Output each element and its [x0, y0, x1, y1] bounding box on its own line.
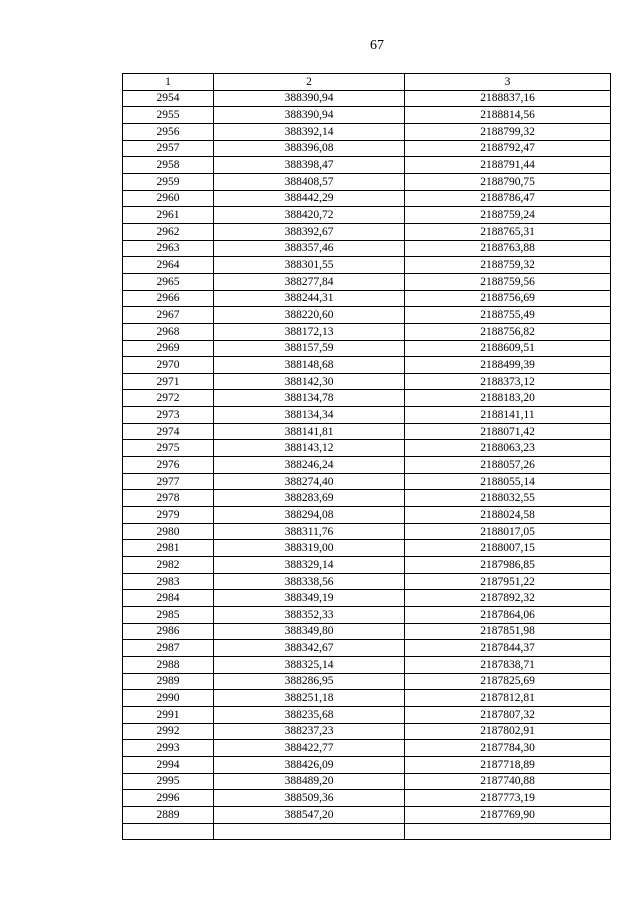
x-coordinate-cell: 388408,57: [214, 173, 405, 190]
table-row: [123, 240, 611, 257]
x-coordinate-cell: 388396,08: [214, 140, 405, 157]
table-row: [123, 357, 611, 374]
x-coordinate-cell: 388357,46: [214, 240, 405, 257]
y-coordinate-cell: 2187812,81: [405, 690, 611, 707]
y-coordinate-cell: 2188373,12: [405, 373, 611, 390]
y-coordinate-cell: 2188057,26: [405, 457, 611, 474]
x-coordinate-cell: 388134,78: [214, 390, 405, 407]
point-number-cell: 2968: [123, 323, 214, 340]
table-row: [123, 673, 611, 690]
y-coordinate-cell: 2187864,06: [405, 607, 611, 624]
point-number-cell: 2966: [123, 290, 214, 307]
point-number-cell: 2963: [123, 240, 214, 257]
point-number-cell: 2979: [123, 507, 214, 524]
table-row: [123, 290, 611, 307]
point-number-cell: 2960: [123, 190, 214, 207]
table-row: [123, 323, 611, 340]
table-row: [123, 623, 611, 640]
point-number-cell: 2984: [123, 590, 214, 607]
table-row: [123, 823, 611, 840]
x-coordinate-cell: 388311,76: [214, 523, 405, 540]
x-coordinate-cell: 388246,24: [214, 457, 405, 474]
table-row: [123, 790, 611, 807]
y-coordinate-cell: 2188007,15: [405, 540, 611, 557]
point-number-cell: 2995: [123, 773, 214, 790]
x-coordinate-cell: 388143,12: [214, 440, 405, 457]
y-coordinate-cell: 2188756,82: [405, 323, 611, 340]
x-coordinate-cell: 388352,33: [214, 607, 405, 624]
y-coordinate-cell: 2188786,47: [405, 190, 611, 207]
table-row: [123, 540, 611, 557]
point-number-cell: 2889: [123, 806, 214, 823]
table-row: [123, 590, 611, 607]
point-number-cell: 2980: [123, 523, 214, 540]
x-coordinate-cell: 388141,81: [214, 423, 405, 440]
y-coordinate-cell: 2188790,75: [405, 173, 611, 190]
y-coordinate-cell: 2188791,44: [405, 157, 611, 174]
x-coordinate-cell: 388244,31: [214, 290, 405, 307]
y-coordinate-cell: 2188024,58: [405, 507, 611, 524]
column-header-1: 1: [123, 74, 214, 91]
point-number-cell: 2958: [123, 157, 214, 174]
y-coordinate-cell: 2187851,98: [405, 623, 611, 640]
y-coordinate-cell: 2188799,32: [405, 123, 611, 140]
point-number-cell: 2956: [123, 123, 214, 140]
x-coordinate-cell: 388392,67: [214, 223, 405, 240]
table-row: [123, 223, 611, 240]
x-coordinate-cell: 388235,68: [214, 706, 405, 723]
y-coordinate-cell: 2187769,90: [405, 806, 611, 823]
point-number-cell: 2974: [123, 423, 214, 440]
y-coordinate-cell: 2187986,85: [405, 557, 611, 574]
x-coordinate-cell: 388319,00: [214, 540, 405, 557]
y-coordinate-cell: 2187784,30: [405, 740, 611, 757]
column-header-2: 2: [214, 74, 405, 91]
table-row: [123, 440, 611, 457]
x-coordinate-cell: 388277,84: [214, 273, 405, 290]
point-number-cell: 2975: [123, 440, 214, 457]
table-row: [123, 690, 611, 707]
x-coordinate-cell: 388422,77: [214, 740, 405, 757]
point-number-cell: 2971: [123, 373, 214, 390]
y-coordinate-cell: 2188183,20: [405, 390, 611, 407]
y-coordinate-cell: 2187802,91: [405, 723, 611, 740]
table-row: [123, 723, 611, 740]
table-row: [123, 640, 611, 657]
point-number-cell: 2959: [123, 173, 214, 190]
point-number-cell: 2972: [123, 390, 214, 407]
x-coordinate-cell: 388329,14: [214, 557, 405, 574]
x-coordinate-cell: 388390,94: [214, 90, 405, 107]
table-row: [123, 140, 611, 157]
y-coordinate-cell: 2187807,32: [405, 706, 611, 723]
table-row: [123, 773, 611, 790]
x-coordinate-cell: 388420,72: [214, 207, 405, 224]
y-coordinate-cell: 2187844,37: [405, 640, 611, 657]
table-row: [123, 740, 611, 757]
table-row: [123, 207, 611, 224]
x-coordinate-cell: 388547,20: [214, 806, 405, 823]
y-coordinate-cell: 2188765,31: [405, 223, 611, 240]
x-coordinate-cell: 388294,08: [214, 507, 405, 524]
table-row: [123, 457, 611, 474]
table-row: [123, 706, 611, 723]
y-coordinate-cell: 2187892,32: [405, 590, 611, 607]
table-row: [123, 257, 611, 274]
table-row: [123, 656, 611, 673]
table-row: [123, 756, 611, 773]
y-coordinate-cell: 2188759,56: [405, 273, 611, 290]
table-row: [123, 273, 611, 290]
table-row: [123, 490, 611, 507]
table-row: [123, 390, 611, 407]
table-row: [123, 806, 611, 823]
point-number-cell: 2967: [123, 307, 214, 324]
x-coordinate-cell: 388237,23: [214, 723, 405, 740]
y-coordinate-cell: 2188609,51: [405, 340, 611, 357]
x-coordinate-cell: 388157,59: [214, 340, 405, 357]
x-coordinate-cell: 388251,18: [214, 690, 405, 707]
x-coordinate-cell: 388283,69: [214, 490, 405, 507]
y-coordinate-cell: 2188055,14: [405, 473, 611, 490]
point-number-cell: 2965: [123, 273, 214, 290]
table-row: [123, 123, 611, 140]
y-coordinate-cell: 2187740,88: [405, 773, 611, 790]
table-row: [123, 507, 611, 524]
y-coordinate-cell: 2187773,19: [405, 790, 611, 807]
table-row: [123, 373, 611, 390]
x-coordinate-cell: 388172,13: [214, 323, 405, 340]
point-number-cell: 2996: [123, 790, 214, 807]
y-coordinate-cell: 2188792,47: [405, 140, 611, 157]
x-coordinate-cell: 388342,67: [214, 640, 405, 657]
y-coordinate-cell: 2188063,23: [405, 440, 611, 457]
point-number-cell: [123, 823, 214, 840]
y-coordinate-cell: 2188017,05: [405, 523, 611, 540]
table-row: [123, 107, 611, 124]
table-body: [123, 90, 611, 840]
point-number-cell: 2992: [123, 723, 214, 740]
x-coordinate-cell: 388349,80: [214, 623, 405, 640]
point-number-cell: 2991: [123, 706, 214, 723]
x-coordinate-cell: 388489,20: [214, 773, 405, 790]
x-coordinate-cell: 388286,95: [214, 673, 405, 690]
point-number-cell: 2989: [123, 673, 214, 690]
x-coordinate-cell: [214, 823, 405, 840]
y-coordinate-cell: 2188756,69: [405, 290, 611, 307]
y-coordinate-cell: 2188837,16: [405, 90, 611, 107]
table-row: [123, 523, 611, 540]
point-number-cell: 2986: [123, 623, 214, 640]
y-coordinate-cell: 2187951,22: [405, 573, 611, 590]
point-number-cell: 2990: [123, 690, 214, 707]
point-number-cell: 2964: [123, 257, 214, 274]
table-row: [123, 90, 611, 107]
column-header-3: 3: [405, 74, 611, 91]
table-row: [123, 173, 611, 190]
point-number-cell: 2962: [123, 223, 214, 240]
y-coordinate-cell: 2188763,88: [405, 240, 611, 257]
x-coordinate-cell: 388426,09: [214, 756, 405, 773]
x-coordinate-cell: 388392,14: [214, 123, 405, 140]
point-number-cell: 2981: [123, 540, 214, 557]
y-coordinate-cell: 2188499,39: [405, 357, 611, 374]
y-coordinate-cell: 2187718,89: [405, 756, 611, 773]
x-coordinate-cell: 388148,68: [214, 357, 405, 374]
point-number-cell: 2977: [123, 473, 214, 490]
x-coordinate-cell: 388338,56: [214, 573, 405, 590]
x-coordinate-cell: 388325,14: [214, 656, 405, 673]
y-coordinate-cell: 2187825,69: [405, 673, 611, 690]
table-row: [123, 473, 611, 490]
point-number-cell: 2983: [123, 573, 214, 590]
point-number-cell: 2957: [123, 140, 214, 157]
x-coordinate-cell: 388142,30: [214, 373, 405, 390]
table-row: [123, 557, 611, 574]
y-coordinate-cell: 2188071,42: [405, 423, 611, 440]
point-number-cell: 2954: [123, 90, 214, 107]
x-coordinate-cell: 388134,34: [214, 407, 405, 424]
table-row: [123, 423, 611, 440]
point-number-cell: 2976: [123, 457, 214, 474]
x-coordinate-cell: 388509,36: [214, 790, 405, 807]
y-coordinate-cell: [405, 823, 611, 840]
x-coordinate-cell: 388442,29: [214, 190, 405, 207]
y-coordinate-cell: 2188759,24: [405, 207, 611, 224]
y-coordinate-cell: 2187838,71: [405, 656, 611, 673]
point-number-cell: 2985: [123, 607, 214, 624]
point-number-cell: 2978: [123, 490, 214, 507]
x-coordinate-cell: 388274,40: [214, 473, 405, 490]
table-row: [123, 307, 611, 324]
point-number-cell: 2988: [123, 656, 214, 673]
table-row: [123, 340, 611, 357]
y-coordinate-cell: 2188032,55: [405, 490, 611, 507]
point-number-cell: 2970: [123, 357, 214, 374]
coordinates-table: [122, 73, 611, 840]
y-coordinate-cell: 2188814,56: [405, 107, 611, 124]
point-number-cell: 2994: [123, 756, 214, 773]
x-coordinate-cell: 388390,94: [214, 107, 405, 124]
y-coordinate-cell: 2188755,49: [405, 307, 611, 324]
x-coordinate-cell: 388220,60: [214, 307, 405, 324]
point-number-cell: 2955: [123, 107, 214, 124]
x-coordinate-cell: 388398,47: [214, 157, 405, 174]
page-number: 67: [370, 38, 384, 53]
point-number-cell: 2973: [123, 407, 214, 424]
table-row: [123, 607, 611, 624]
x-coordinate-cell: 388349,19: [214, 590, 405, 607]
point-number-cell: 2993: [123, 740, 214, 757]
y-coordinate-cell: 2188759,32: [405, 257, 611, 274]
table-row: [123, 407, 611, 424]
point-number-cell: 2961: [123, 207, 214, 224]
x-coordinate-cell: 388301,55: [214, 257, 405, 274]
table-header-row: [123, 74, 611, 91]
table-row: [123, 190, 611, 207]
point-number-cell: 2969: [123, 340, 214, 357]
point-number-cell: 2982: [123, 557, 214, 574]
table-row: [123, 157, 611, 174]
table-row: [123, 573, 611, 590]
y-coordinate-cell: 2188141,11: [405, 407, 611, 424]
point-number-cell: 2987: [123, 640, 214, 657]
